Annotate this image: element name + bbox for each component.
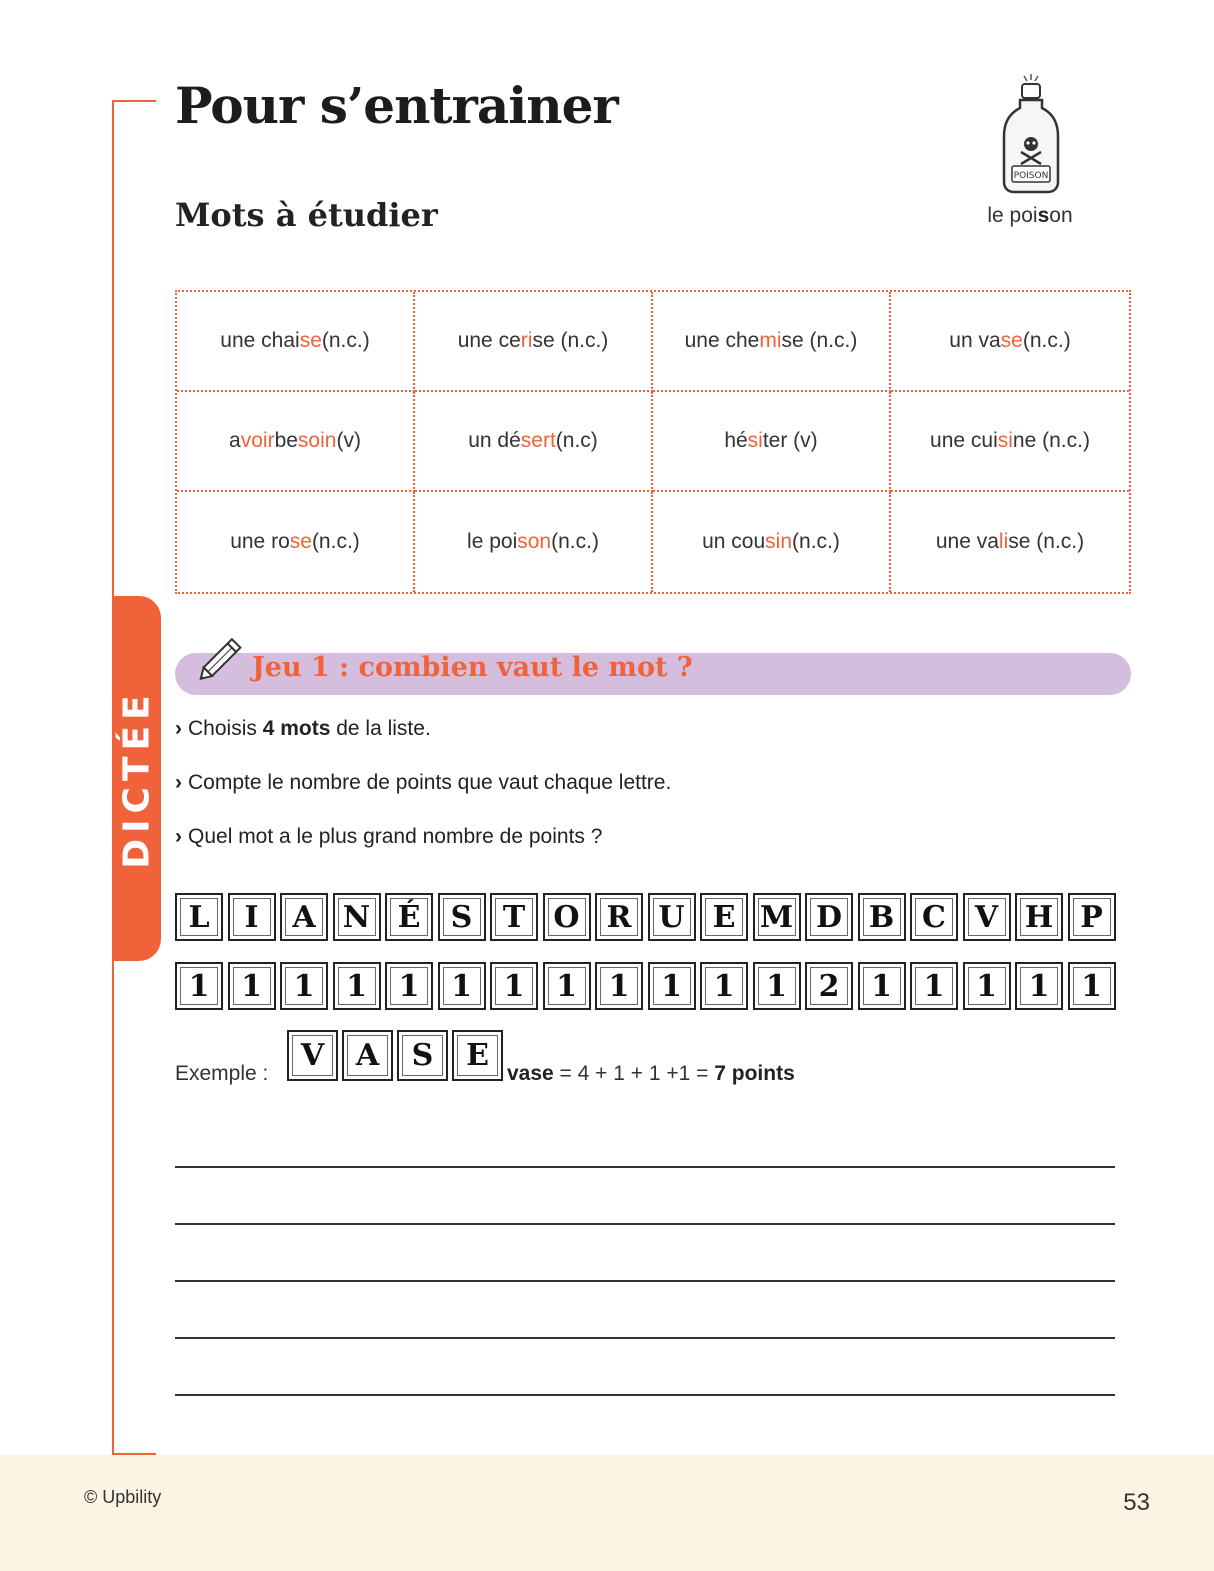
word-text: une che [684, 329, 760, 352]
point-tile [175, 962, 223, 1010]
point-tile [280, 962, 328, 1010]
point-tile [438, 962, 486, 1010]
point-tile-label: 1 [451, 968, 472, 1004]
point-tile-label: 1 [923, 968, 945, 1004]
point-tiles-row [175, 962, 1116, 1010]
word-highlight: se [1000, 329, 1023, 352]
point-tile [595, 962, 643, 1010]
point-tile-label: 1 [608, 968, 630, 1004]
letter-tile [490, 893, 538, 941]
letter-tile [280, 893, 328, 941]
letter-tile-label: O [553, 899, 580, 935]
letter-tile [438, 893, 486, 941]
example-tile [342, 1030, 393, 1081]
example-total: 7 points [714, 1062, 795, 1085]
word-text: se (n.c.) [1008, 530, 1085, 553]
word-cell [653, 392, 891, 492]
word-cell [177, 492, 415, 592]
chevron-right-icon: › [175, 771, 182, 794]
instruction-text: Compte le nombre de points que vaut chaque lettre. [188, 771, 672, 794]
word-highlight: li [998, 530, 1009, 553]
letter-tile [1015, 893, 1063, 941]
letter-tile-label: D [815, 899, 842, 935]
section-tab [112, 596, 161, 961]
letter-tile-label: U [658, 899, 685, 935]
example-result [507, 1062, 795, 1086]
word-cell [415, 292, 653, 392]
page-number: 53 [1123, 1489, 1150, 1516]
point-tile [910, 962, 958, 1010]
instruction-text: 4 mots [262, 717, 331, 740]
letter-tile [543, 893, 591, 941]
word-highlight: soin [297, 429, 337, 452]
word-cell [891, 292, 1129, 392]
letter-tile-label: H [1024, 899, 1054, 935]
example-tile [452, 1030, 503, 1081]
word-cell [891, 392, 1129, 492]
point-tile [228, 962, 276, 1010]
letter-tile [385, 893, 433, 941]
letter-tile-label: P [1080, 899, 1103, 935]
word-highlight: ri [520, 329, 533, 352]
letter-tile [963, 893, 1011, 941]
word-text: une va [935, 530, 999, 553]
caption-part: on [1049, 204, 1073, 227]
letter-tile [175, 893, 223, 941]
point-tile-label: 1 [1028, 968, 1050, 1004]
word-highlight: se [289, 530, 312, 553]
word-highlight: sert [520, 429, 556, 452]
letter-tile [1068, 893, 1116, 941]
word-cell [653, 492, 891, 592]
word-text: (n.c.) [1022, 329, 1071, 352]
caption-part: le poi [987, 204, 1038, 227]
example-tile-label: S [411, 1038, 434, 1073]
letter-tile [700, 893, 748, 941]
example-word: vase [507, 1062, 554, 1085]
point-tile-label: 1 [398, 968, 420, 1004]
point-tile [805, 962, 853, 1010]
copyright: © Upbility [84, 1487, 162, 1507]
poison-label-text: POISON [1013, 171, 1049, 181]
letter-tile-label: É [397, 899, 421, 935]
instruction-text: Quel mot a le plus grand nombre de points ? [188, 825, 603, 848]
frame-top-line [112, 100, 156, 102]
illustration-caption [940, 204, 1120, 228]
word-cell [415, 392, 653, 492]
word-text: une cui [930, 429, 998, 452]
letter-tile [333, 893, 381, 941]
point-tile [753, 962, 801, 1010]
word-highlight: si [997, 429, 1013, 452]
word-text: le poi [467, 530, 518, 553]
letter-tile [858, 893, 906, 941]
answer-line[interactable] [175, 1223, 1115, 1225]
answer-line[interactable] [175, 1394, 1115, 1396]
word-text: (v) [336, 429, 361, 452]
point-tile-label: 1 [188, 968, 210, 1004]
point-tile [1015, 962, 1063, 1010]
word-text: se (n.c.) [781, 329, 858, 352]
chevron-right-icon: › [175, 717, 182, 740]
point-tile-label: 2 [818, 968, 840, 1004]
letter-tile-label: M [759, 899, 794, 935]
word-text: (n.c.) [321, 329, 370, 352]
game-title: Jeu 1 : combien vaut le mot ? [252, 652, 693, 683]
point-tile-label: 1 [976, 968, 997, 1004]
instruction-item [175, 712, 671, 766]
word-highlight: voir [240, 429, 275, 452]
page-title: Pour s’entrainer [175, 76, 618, 135]
example-equation: = 4 + 1 + 1 +1 = [553, 1062, 715, 1085]
letter-tile [805, 893, 853, 941]
point-tile-label: 1 [766, 968, 787, 1004]
point-tile-label: 1 [661, 968, 682, 1004]
word-text: a [229, 429, 241, 452]
word-cell [653, 292, 891, 392]
study-words-table [175, 290, 1131, 594]
pencil-icon [195, 632, 249, 686]
point-tile [858, 962, 906, 1010]
point-tile [543, 962, 591, 1010]
word-text: une chai [220, 329, 300, 352]
word-text: (n.c.) [792, 530, 840, 553]
point-tile-label: 1 [1081, 968, 1102, 1004]
example-tiles [287, 1030, 503, 1081]
letter-tile-label: A [292, 899, 316, 935]
caption-highlight: s [1037, 204, 1050, 227]
letter-tile-label: E [712, 899, 736, 935]
word-text: (n.c.) [551, 530, 599, 553]
word-highlight: si [747, 429, 763, 452]
answer-line[interactable] [175, 1166, 1115, 1168]
letter-tile-label: V [974, 899, 999, 935]
word-cell [891, 492, 1129, 592]
word-highlight: se [299, 329, 322, 352]
letter-tile-label: R [606, 899, 632, 935]
letter-tile [648, 893, 696, 941]
point-tile [385, 962, 433, 1010]
letter-tile [228, 893, 276, 941]
word-cell [177, 392, 415, 492]
example-tile-label: E [466, 1038, 489, 1073]
point-tile-label: 1 [346, 968, 367, 1004]
word-text: (n.c) [555, 429, 598, 452]
word-text: un cou [702, 530, 766, 553]
instruction-text: de la liste. [330, 717, 431, 740]
example-tile [397, 1030, 448, 1081]
word-text: hé [724, 429, 748, 452]
letter-tile-label: B [868, 899, 895, 935]
point-tile [648, 962, 696, 1010]
point-tile-label: 1 [871, 968, 892, 1004]
letter-tile-label: T [502, 899, 526, 935]
instruction-text: Choisis [188, 717, 263, 740]
word-cell [177, 292, 415, 392]
point-tile-label: 1 [503, 968, 525, 1004]
word-text: un va [949, 329, 1001, 352]
point-tile [1068, 962, 1116, 1010]
letter-tile [595, 893, 643, 941]
section-tab-label: DICTÉE [116, 688, 157, 869]
chevron-right-icon: › [175, 825, 182, 848]
letter-tile-label: L [188, 899, 210, 935]
poison-bottle-icon [1000, 72, 1062, 196]
point-tile-label: 1 [556, 968, 577, 1004]
point-tile [333, 962, 381, 1010]
instruction-item [175, 820, 671, 874]
point-tile-label: 1 [241, 968, 262, 1004]
word-text: une ro [230, 530, 290, 553]
word-text: ne (n.c.) [1012, 429, 1090, 452]
word-text: (n.c.) [311, 530, 360, 553]
point-tile [700, 962, 748, 1010]
point-tile-label: 1 [713, 968, 735, 1004]
letter-tile-label: S [450, 899, 473, 935]
instructions-list [175, 712, 671, 874]
letter-tiles-row [175, 893, 1116, 941]
letter-tile-label: I [244, 899, 259, 935]
section-subtitle: Mots à étudier [175, 196, 438, 234]
answer-line[interactable] [175, 1337, 1115, 1339]
example-tile [287, 1030, 338, 1081]
word-cell [415, 492, 653, 592]
answer-line[interactable] [175, 1280, 1115, 1282]
point-tile [490, 962, 538, 1010]
example-label: Exemple : [175, 1062, 269, 1085]
word-text: une ce [457, 329, 521, 352]
footer [0, 1455, 1214, 1571]
instruction-item [175, 766, 671, 820]
letter-tile-label: C [922, 899, 946, 935]
letter-tile [753, 893, 801, 941]
word-text: be [274, 429, 298, 452]
example-tile-label: A [355, 1038, 380, 1073]
word-text: un dé [468, 429, 521, 452]
point-tile-label: 1 [293, 968, 315, 1004]
word-highlight: mi [759, 329, 782, 352]
letter-tile-label: N [342, 899, 371, 935]
word-highlight: son [517, 530, 552, 553]
point-tile [963, 962, 1011, 1010]
word-highlight: sin [765, 530, 793, 553]
word-text: se (n.c.) [532, 329, 609, 352]
word-text: ter (v) [762, 429, 818, 452]
example-tile-label: V [300, 1038, 325, 1073]
letter-tile [910, 893, 958, 941]
